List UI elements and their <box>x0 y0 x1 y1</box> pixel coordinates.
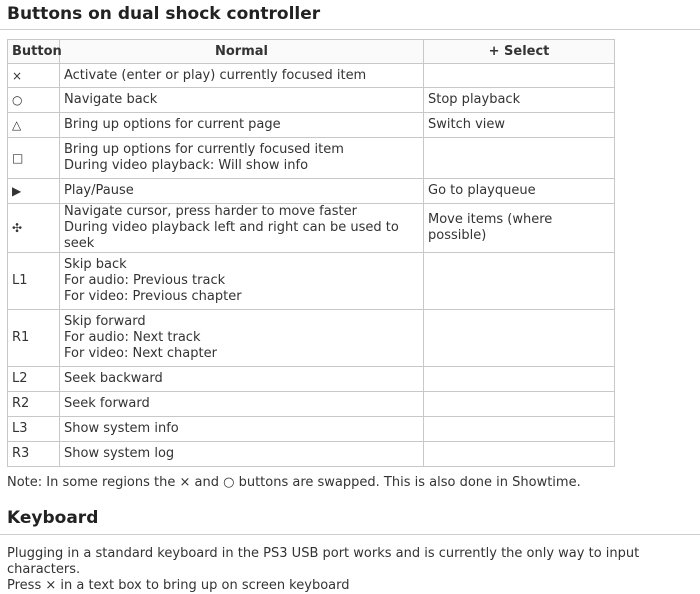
table-row <box>8 417 615 442</box>
keyboard-line-2: Press × in a text box to bring up on screen keyboard <box>7 578 350 593</box>
cell-select: Switch view <box>424 113 615 138</box>
cell-normal-line: Skip forward <box>64 314 146 329</box>
cell-button: □ <box>8 138 60 179</box>
cell-button: ○ <box>8 88 60 113</box>
cell-normal <box>60 179 424 204</box>
cell-normal-line: For video: Previous chapter <box>64 289 242 304</box>
cell-button: ✣ <box>8 204 60 253</box>
cell-normal-line: For video: Next chapter <box>64 346 217 361</box>
cell-button: R2 <box>8 392 60 417</box>
cell-select <box>424 138 615 179</box>
cell-normal-line: Navigate back <box>64 92 158 107</box>
header-select: + Select <box>424 40 615 64</box>
cell-button: L3 <box>8 417 60 442</box>
cell-button: R1 <box>8 310 60 367</box>
cell-normal <box>60 253 424 310</box>
table-row <box>8 64 615 88</box>
cell-normal-line: Play/Pause <box>64 183 134 198</box>
table-row <box>8 310 615 367</box>
cell-select <box>424 417 615 442</box>
header-normal: Normal <box>60 40 424 64</box>
table-row <box>8 113 615 138</box>
cell-normal <box>60 204 424 253</box>
section-title-keyboard: Keyboard <box>7 508 99 528</box>
section-title-buttons: Buttons on dual shock controller <box>7 4 321 24</box>
cell-select <box>424 392 615 417</box>
cell-button: L2 <box>8 367 60 392</box>
cell-select <box>424 310 615 367</box>
cell-normal <box>60 310 424 367</box>
cell-normal-line: During video playback: Will show info <box>64 158 309 173</box>
cell-select: Stop playback <box>424 88 615 113</box>
cell-normal <box>60 138 424 179</box>
table-row <box>8 442 615 467</box>
table-row <box>8 138 615 179</box>
table-row <box>8 367 615 392</box>
cell-button: × <box>8 64 60 88</box>
cell-select: Go to playqueue <box>424 179 615 204</box>
cell-button: △ <box>8 113 60 138</box>
cell-select <box>424 253 615 310</box>
cell-normal-line: Bring up options for current page <box>64 117 281 132</box>
cell-button: L1 <box>8 253 60 310</box>
cell-normal-line: Skip back <box>64 257 127 272</box>
header-button: Button <box>8 40 60 64</box>
cell-normal-line: Navigate cursor, press harder to move faster <box>64 204 357 219</box>
cell-normal-line: During video playback left and right can be used to seek <box>64 220 399 251</box>
keyboard-paragraph <box>7 546 697 594</box>
table-row <box>8 392 615 417</box>
cell-button: ▶ <box>8 179 60 204</box>
table-body <box>8 64 615 467</box>
cell-button: R3 <box>8 442 60 467</box>
cell-normal-line: Seek backward <box>64 371 163 386</box>
cell-normal <box>60 88 424 113</box>
section-header-buttons <box>0 2 700 30</box>
cell-select: Move items (where possible) <box>424 204 615 253</box>
section-header-keyboard <box>0 506 700 535</box>
table-row <box>8 253 615 310</box>
cell-normal <box>60 392 424 417</box>
table-row <box>8 88 615 113</box>
table-row <box>8 204 615 253</box>
cell-normal-line: Bring up options for currently focused item <box>64 142 344 157</box>
cell-select <box>424 64 615 88</box>
table-row <box>8 179 615 204</box>
cell-normal-line: Show system log <box>64 446 175 461</box>
keyboard-line-1: Plugging in a standard keyboard in the PS3 USB port works and is currently the only way to input characters. <box>7 546 640 577</box>
cell-normal-line: Seek forward <box>64 396 150 411</box>
table-header-row <box>8 40 615 64</box>
cell-normal-line: For audio: Next track <box>64 330 201 345</box>
cell-normal <box>60 367 424 392</box>
cell-normal <box>60 417 424 442</box>
cell-normal <box>60 64 424 88</box>
cell-normal-line: Show system info <box>64 421 179 436</box>
cell-normal-line: Activate (enter or play) currently focused item <box>64 67 367 83</box>
cell-normal-line: For audio: Previous track <box>64 273 226 288</box>
cell-normal <box>60 113 424 138</box>
cell-normal <box>60 442 424 467</box>
cell-select <box>424 367 615 392</box>
cell-select <box>424 442 615 467</box>
note-text: Note: In some regions the × and ○ buttons are swapped. This is also done in Showtime. <box>7 475 581 490</box>
buttons-table <box>7 39 615 467</box>
